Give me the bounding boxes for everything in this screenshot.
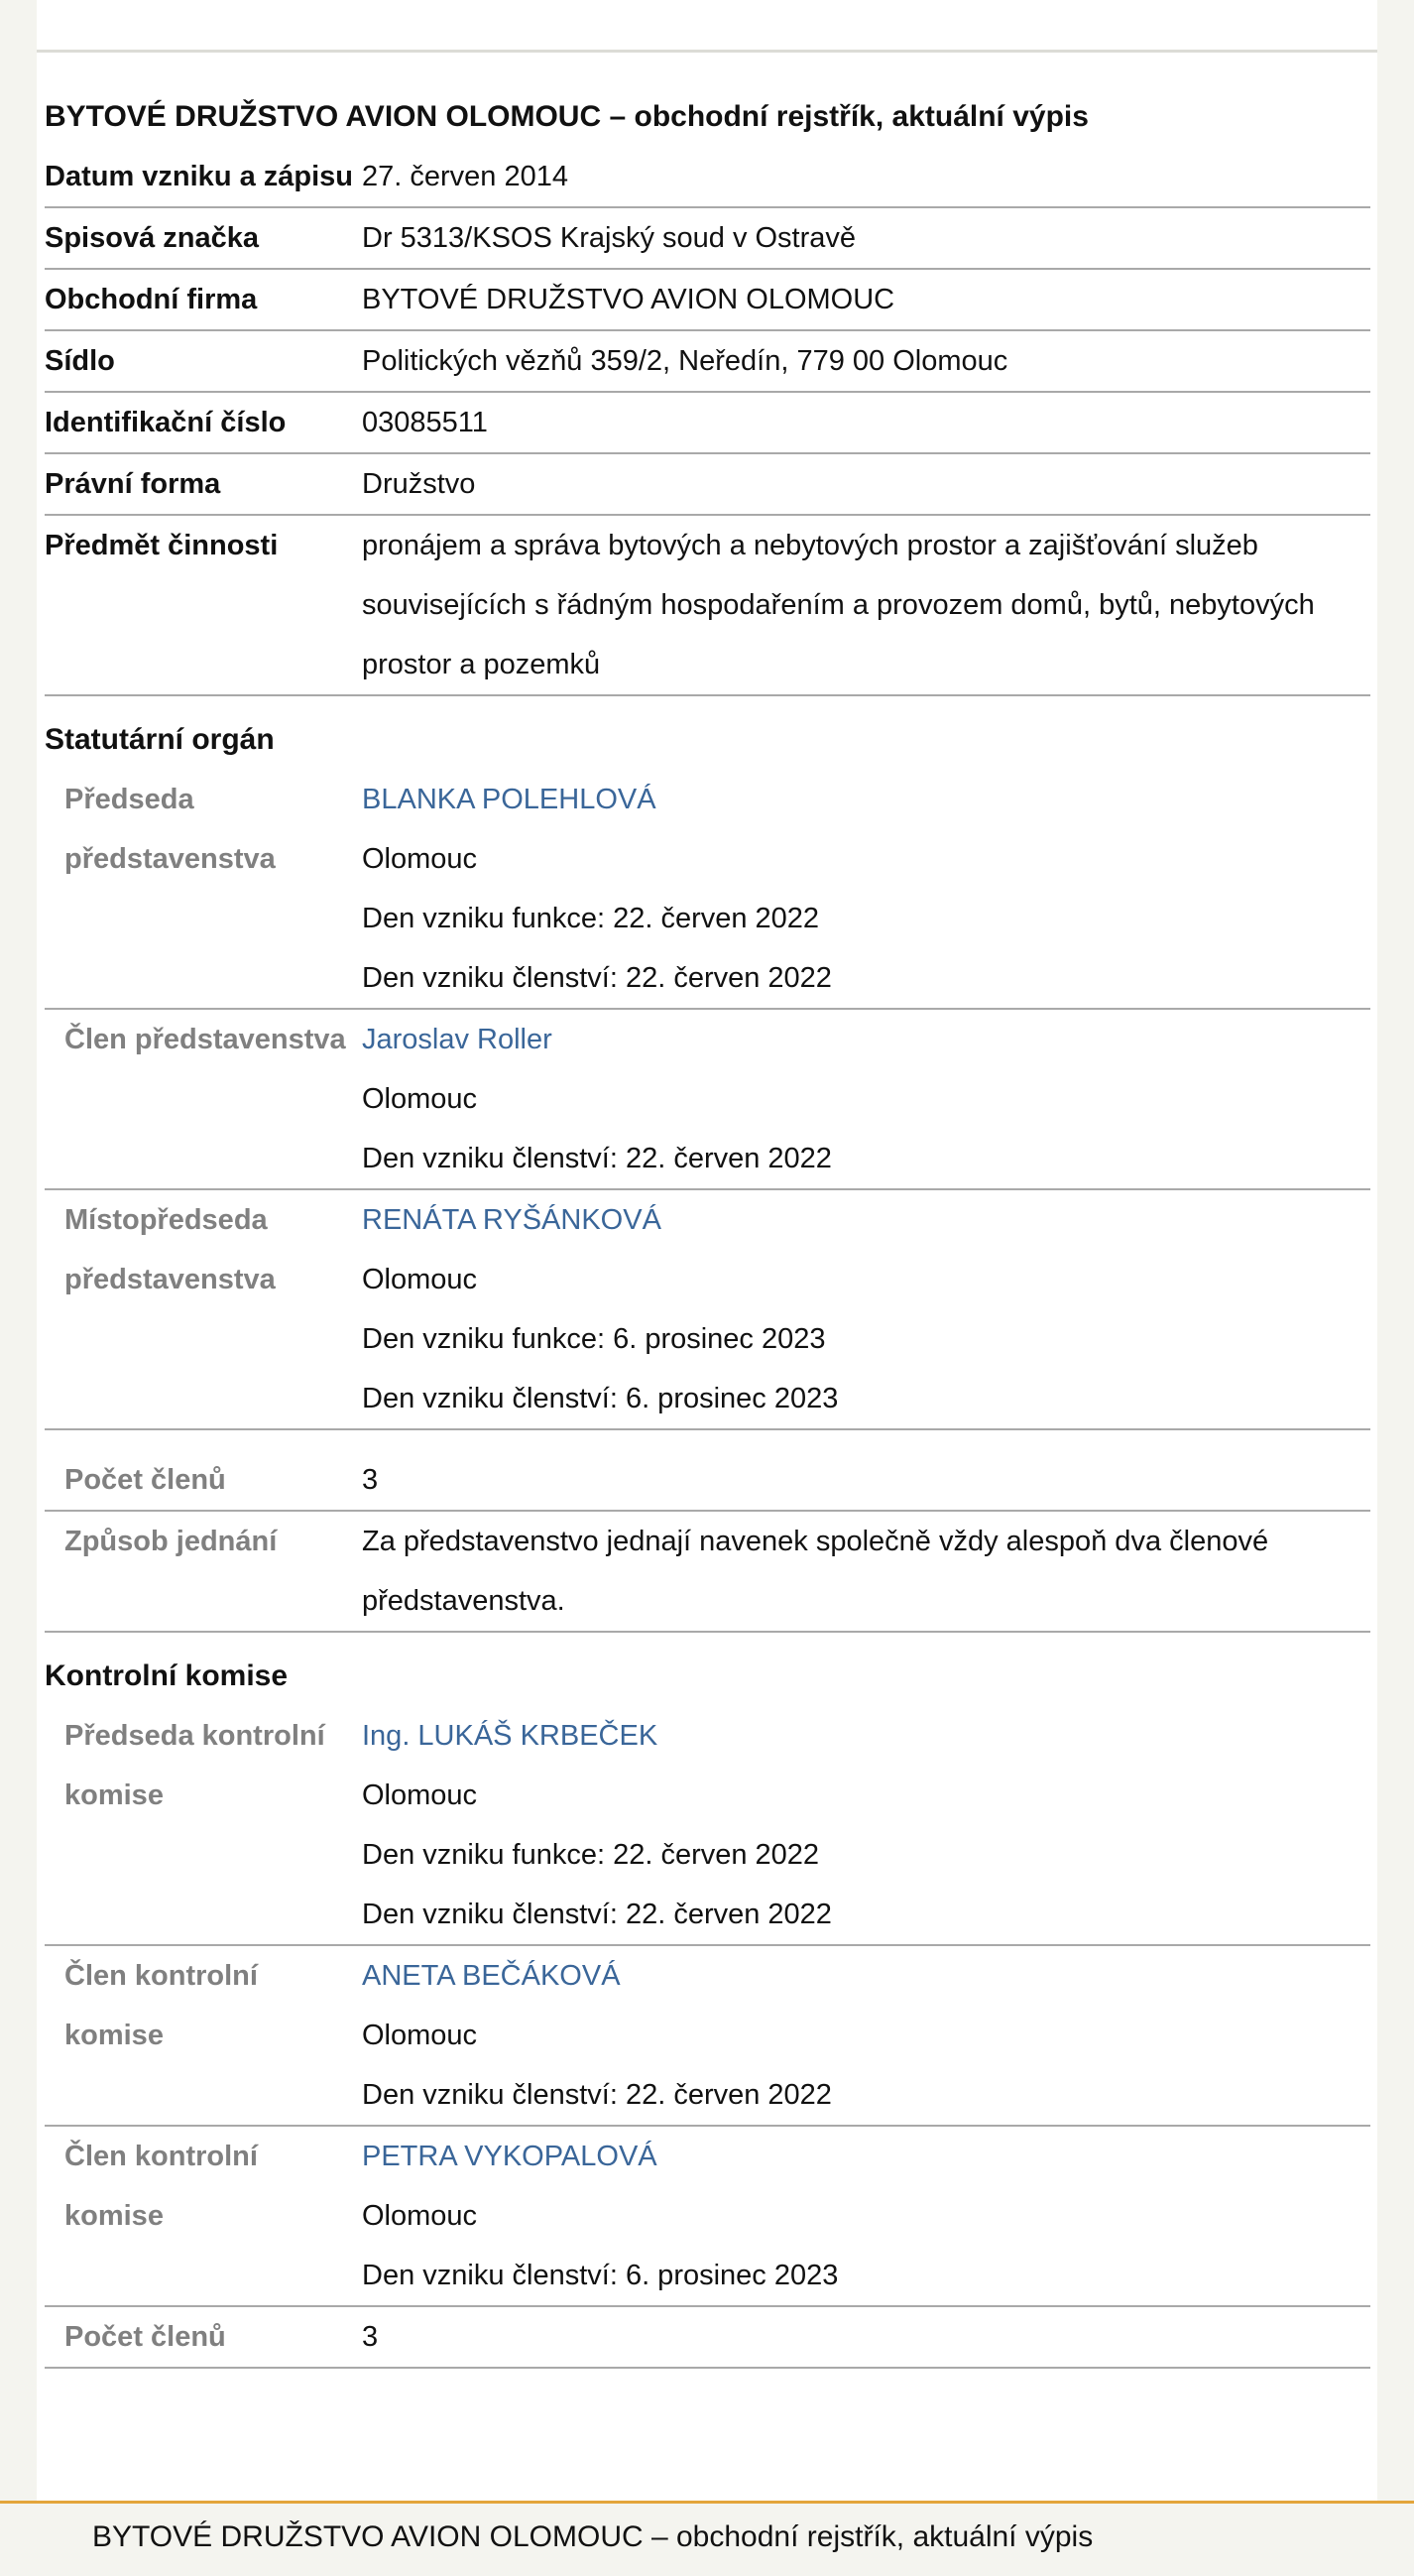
member-city: Olomouc <box>362 843 478 875</box>
section-control-commission: Kontrolní komise <box>45 1659 289 1692</box>
member-name-link[interactable]: Ing. LUKÁŠ KRBEČEK <box>362 1720 658 1752</box>
label-file-number: Spisová značka <box>45 222 259 254</box>
member-role: Předseda představenstva <box>64 784 276 875</box>
member-role: Předseda kontrolní komise <box>64 1720 325 1811</box>
member-function-date: Den vzniku funkce: 22. červen 2022 <box>362 1839 820 1871</box>
row-business-activity <box>45 516 1370 696</box>
member-city: Olomouc <box>362 2020 478 2051</box>
row-member-count <box>45 2307 1370 2369</box>
label-legal-form: Právní forma <box>45 468 221 500</box>
member-membership-date: Den vzniku členství: 6. prosinec 2023 <box>362 1383 839 1414</box>
member-city: Olomouc <box>362 2200 478 2232</box>
label-member-count: Počet členů <box>64 2321 226 2353</box>
member-name-link[interactable]: RENÁTA RYŠÁNKOVÁ <box>362 1204 661 1236</box>
member-name-link[interactable]: PETRA VYKOPALOVÁ <box>362 2141 657 2172</box>
label-address: Sídlo <box>45 345 115 377</box>
label-date: Datum vzniku a zápisu <box>45 161 354 192</box>
row-date <box>45 147 1370 208</box>
value-legal-form: Družstvo <box>362 468 476 500</box>
row-acting-method <box>45 1512 1370 1633</box>
value-id-number: 03085511 <box>362 407 488 438</box>
row-file-number <box>45 208 1370 270</box>
member-function-date: Den vzniku funkce: 22. červen 2022 <box>362 903 820 934</box>
row-legal-form <box>45 454 1370 516</box>
label-acting-method: Způsob jednání <box>64 1526 278 1557</box>
value-file-number: Dr 5313/KSOS Krajský soud v Ostravě <box>362 222 857 254</box>
row-address <box>45 331 1370 393</box>
member-membership-date: Den vzniku členství: 22. červen 2022 <box>362 1143 832 1174</box>
row-company-name <box>45 270 1370 331</box>
member-name-link[interactable]: Jaroslav Roller <box>362 1024 552 1055</box>
value-member-count: 3 <box>362 2321 379 2353</box>
value-business-activity: pronájem a správa bytových a nebytových prostor a zajišťování služeb souvisejících s řádným hospodařením a provozem domů, bytů, nebytových prostor a pozemků <box>362 530 1315 680</box>
label-company-name: Obchodní firma <box>45 284 258 315</box>
row-member-count <box>45 1430 1370 1512</box>
member-name-link[interactable]: BLANKA POLEHLOVÁ <box>362 784 656 815</box>
member-row <box>45 2127 1370 2307</box>
member-membership-date: Den vzniku členství: 22. červen 2022 <box>362 1899 832 1930</box>
document-page <box>37 0 1377 2505</box>
top-divider <box>37 50 1377 53</box>
value-company-name: BYTOVÉ DRUŽSTVO AVION OLOMOUC <box>362 284 895 315</box>
row-id-number <box>45 393 1370 454</box>
value-address: Politických vězňů 359/2, Neředín, 779 00 Olomouc <box>362 345 1008 377</box>
member-function-date: Den vzniku funkce: 6. prosinec 2023 <box>362 1323 826 1355</box>
member-membership-date: Den vzniku členství: 22. červen 2022 <box>362 2079 832 2111</box>
member-role: Člen kontrolní komise <box>64 1960 258 2051</box>
label-id-number: Identifikační číslo <box>45 407 287 438</box>
member-name-link[interactable]: ANETA BEČÁKOVÁ <box>362 1960 621 1992</box>
member-role: Člen kontrolní komise <box>64 2141 258 2232</box>
member-row <box>45 1946 1370 2127</box>
value-acting-method: Za představenstvo jednají navenek společně vždy alespoň dva členové představenstva. <box>362 1526 1269 1617</box>
page-title: BYTOVÉ DRUŽSTVO AVION OLOMOUC – obchodní rejstřík, aktuální výpis <box>45 100 1089 133</box>
member-role: Místopředseda představenstva <box>64 1204 276 1295</box>
section-statutory-body: Statutární orgán <box>45 723 275 756</box>
value-date: 27. červen 2014 <box>362 161 568 192</box>
member-row <box>45 1190 1370 1430</box>
member-role: Člen představenstva <box>64 1024 346 1055</box>
footer-title: BYTOVÉ DRUŽSTVO AVION OLOMOUC – obchodní rejstřík, aktuální výpis <box>92 2520 1094 2553</box>
member-membership-date: Den vzniku členství: 22. červen 2022 <box>362 962 832 994</box>
page-footer <box>0 2501 1414 2576</box>
label-member-count: Počet členů <box>64 1464 226 1496</box>
member-row <box>45 1706 1370 1946</box>
member-city: Olomouc <box>362 1264 478 1295</box>
member-city: Olomouc <box>362 1779 478 1811</box>
register-extract <box>45 92 1370 2369</box>
label-business-activity: Předmět činnosti <box>45 530 279 561</box>
member-row <box>45 770 1370 1010</box>
member-membership-date: Den vzniku členství: 6. prosinec 2023 <box>362 2260 839 2291</box>
member-row <box>45 1010 1370 1190</box>
member-city: Olomouc <box>362 1083 478 1115</box>
value-member-count: 3 <box>362 1464 379 1496</box>
